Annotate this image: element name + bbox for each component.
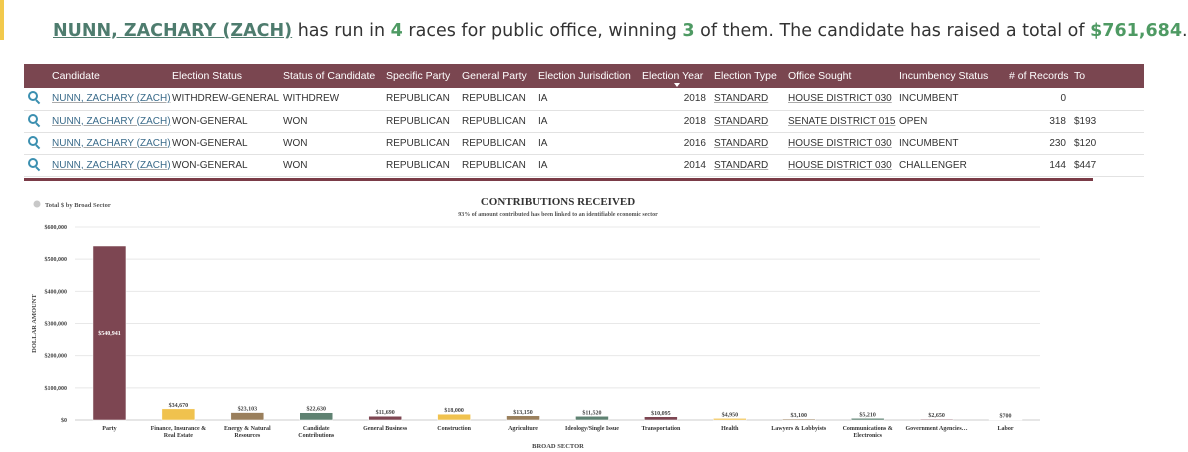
table-cell: INCUMBENT xyxy=(899,93,959,105)
win-count: 3 xyxy=(682,21,695,41)
x-tick-label: Contributions xyxy=(298,433,335,439)
candidate-name-link[interactable]: NUNN, ZACHARY (ZACH) xyxy=(53,21,293,41)
column-header[interactable]: To xyxy=(1074,70,1086,82)
x-tick-label: Electronics xyxy=(853,433,882,439)
x-tick-label: Finance, Insurance & xyxy=(150,426,207,432)
magnifier-icon[interactable] xyxy=(28,136,40,148)
table-cell: REPUBLICAN xyxy=(386,159,450,171)
race-count: 4 xyxy=(390,21,403,41)
y-tick-label: $600,000 xyxy=(44,225,67,231)
table-cell: 2018 xyxy=(683,115,706,127)
candidate-summary xyxy=(53,21,1188,41)
column-header[interactable]: Incumbency Status xyxy=(899,70,989,82)
bar-value-label: $23,103 xyxy=(237,406,258,413)
chart-title: CONTRIBUTIONS RECEIVED xyxy=(480,196,636,208)
bar xyxy=(507,416,540,420)
candidate-link[interactable]: NUNN, ZACHARY (ZACH) xyxy=(52,159,171,171)
elections-table xyxy=(24,64,1144,177)
column-header[interactable]: Specific Party xyxy=(386,70,451,82)
bar-value-label: $22,630 xyxy=(306,406,326,413)
legend-marker xyxy=(34,201,41,208)
table-cell: REPUBLICAN xyxy=(386,115,450,127)
column-header[interactable]: Candidate xyxy=(52,70,100,82)
bar xyxy=(438,414,471,420)
table-cell: REPUBLICAN xyxy=(386,93,450,105)
table-cell: 2016 xyxy=(683,137,706,149)
table-cell: IA xyxy=(538,115,548,127)
x-tick-label: Party xyxy=(102,426,117,432)
summary-text-2: races for public office, winning xyxy=(402,21,683,41)
bar-value-label: $11,690 xyxy=(375,410,395,417)
table-cell: SENATE DISTRICT 015 xyxy=(788,115,896,127)
column-header[interactable]: Status of Candidate xyxy=(283,70,376,82)
column-header[interactable]: General Party xyxy=(462,70,527,82)
magnifier-icon[interactable] xyxy=(28,114,40,126)
table-cell: WITHDREW-GENERAL xyxy=(172,93,280,105)
bar xyxy=(713,418,746,420)
magnifier-icon[interactable] xyxy=(28,158,40,170)
x-tick-label: Health xyxy=(721,426,739,432)
table-cell: $193 xyxy=(1074,115,1097,127)
x-tick-label: Ideology/Single Issue xyxy=(565,426,619,432)
table-cell: REPUBLICAN xyxy=(462,115,526,127)
bar xyxy=(782,419,815,420)
candidate-link[interactable]: NUNN, ZACHARY (ZACH) xyxy=(52,93,171,105)
row-detail-cell xyxy=(24,132,48,154)
x-tick-label: Labor xyxy=(997,426,1014,432)
x-tick-label: Candidate xyxy=(302,426,330,432)
bar xyxy=(162,409,195,420)
x-tick-label: Resources xyxy=(234,433,261,439)
table-cell: IA xyxy=(538,159,548,171)
bar-value-label: $13,150 xyxy=(513,409,533,416)
bar xyxy=(575,416,608,420)
table-cell: REPUBLICAN xyxy=(462,93,526,105)
table-cell: STANDARD xyxy=(714,159,769,171)
table-cell: $447 xyxy=(1074,159,1097,171)
bar-value-label: $700 xyxy=(999,413,1012,420)
column-header[interactable]: Election Jurisdiction xyxy=(538,70,631,82)
x-tick-label: Agriculture xyxy=(508,426,538,432)
bar xyxy=(231,413,264,420)
y-axis-label: DOLLAR AMOUNT xyxy=(31,294,38,353)
table-cell: 144 xyxy=(1049,159,1066,171)
table-row xyxy=(24,110,1144,132)
bar-value-label: $5,210 xyxy=(859,412,876,419)
table-row xyxy=(24,154,1144,176)
x-tick-label: Construction xyxy=(437,426,471,432)
x-tick-label: Government Agencies… xyxy=(905,426,968,432)
table-cell: STANDARD xyxy=(714,93,769,105)
bar xyxy=(644,417,677,420)
y-tick-label: $500,000 xyxy=(44,257,67,264)
table-cell: WON-GENERAL xyxy=(172,115,248,127)
y-tick-label: $300,000 xyxy=(44,321,67,328)
table-row xyxy=(24,88,1144,110)
x-tick-label: Communications & xyxy=(842,426,893,432)
table-cell: STANDARD xyxy=(714,115,769,127)
bar-value-label: $3,100 xyxy=(790,413,807,420)
table-cell: HOUSE DISTRICT 030 xyxy=(788,93,892,105)
row-detail-cell xyxy=(24,154,48,176)
table-cell: REPUBLICAN xyxy=(462,137,526,149)
summary-text-1: has run in xyxy=(292,21,391,41)
column-header-sorted[interactable]: Election Year xyxy=(638,64,710,88)
bar-value-label: $10,095 xyxy=(651,410,671,417)
row-detail-cell xyxy=(24,88,48,110)
table-cell: INCUMBENT xyxy=(899,137,959,149)
total-raised: $761,684 xyxy=(1090,21,1183,41)
legend-label: Total $ by Broad Sector xyxy=(45,202,111,209)
y-tick-label: $400,000 xyxy=(44,289,67,296)
table-row xyxy=(24,132,1144,154)
table-cell: WON-GENERAL xyxy=(172,159,248,171)
x-tick-label: Energy & Natural xyxy=(223,426,271,432)
column-header-icon xyxy=(24,64,48,88)
bar xyxy=(851,418,884,420)
table-cell: WON xyxy=(283,159,308,171)
table-header-row xyxy=(24,64,1144,88)
table-cell: 0 xyxy=(1060,93,1066,105)
bar xyxy=(920,419,953,420)
table-cell: IA xyxy=(538,93,548,105)
table-cell: WON xyxy=(283,137,308,149)
table-cell: REPUBLICAN xyxy=(462,159,526,171)
candidate-link[interactable]: NUNN, ZACHARY (ZACH) xyxy=(52,137,171,149)
table-cell: WON xyxy=(283,115,308,127)
candidate-link[interactable]: NUNN, ZACHARY (ZACH) xyxy=(52,115,171,127)
table-cell: 230 xyxy=(1049,137,1066,149)
bar-value-label: $34,670 xyxy=(168,402,189,409)
bar xyxy=(989,420,1022,421)
bar-value-label: $18,000 xyxy=(444,408,464,415)
table-cell: HOUSE DISTRICT 030 xyxy=(788,159,892,171)
x-axis-label: BROAD SECTOR xyxy=(532,443,584,450)
bar-value-label: $4,950 xyxy=(721,412,739,419)
table-cell: STANDARD xyxy=(714,137,769,149)
bar-value-label: $11,520 xyxy=(582,410,602,417)
left-accent-bar xyxy=(0,0,4,40)
x-tick-label: Transportation xyxy=(641,426,681,432)
x-tick-label: General Business xyxy=(363,426,408,432)
x-tick-label: Real Estate xyxy=(163,433,193,439)
table-cell: 2018 xyxy=(683,93,706,105)
y-tick-label: $100,000 xyxy=(44,385,67,392)
chart-subtitle: 93% of amount contributed has been linked to an identifiable economic sector xyxy=(458,212,658,218)
summary-text-4: . xyxy=(1182,21,1188,41)
table-cell: $120 xyxy=(1074,137,1097,149)
y-tick-label: $0 xyxy=(61,418,67,424)
x-tick-label: Lawyers & Lobbyists xyxy=(771,426,827,432)
contributions-chart xyxy=(0,190,1093,452)
table-cell: REPUBLICAN xyxy=(386,137,450,149)
bar xyxy=(369,416,402,420)
magnifier-icon[interactable] xyxy=(28,91,40,103)
bar xyxy=(300,413,333,420)
column-header[interactable]: Election Type xyxy=(714,70,777,82)
column-header[interactable]: Office Sought xyxy=(788,70,852,82)
bar-value-label: $2,650 xyxy=(928,413,945,420)
table-cell xyxy=(1070,88,1144,110)
row-detail-cell xyxy=(24,110,48,132)
table-cell: CHALLENGER xyxy=(899,159,967,171)
table-cell: 318 xyxy=(1049,115,1066,127)
table-cell: WITHDREW xyxy=(283,93,340,105)
table-cell: HOUSE DISTRICT 030 xyxy=(788,137,892,149)
column-header[interactable]: # of Records xyxy=(1009,70,1069,82)
summary-text-3: of them. The candidate has raised a total of xyxy=(694,21,1091,41)
y-tick-label: $200,000 xyxy=(44,353,67,360)
table-cell: 2014 xyxy=(683,159,706,171)
bar-value-label: $540,941 xyxy=(98,330,121,337)
elections-table-container xyxy=(24,64,1097,181)
table-cell: WON-GENERAL xyxy=(172,137,248,149)
column-header[interactable]: Election Status xyxy=(172,70,243,82)
table-cell: OPEN xyxy=(899,115,928,127)
table-cell: IA xyxy=(538,137,548,149)
